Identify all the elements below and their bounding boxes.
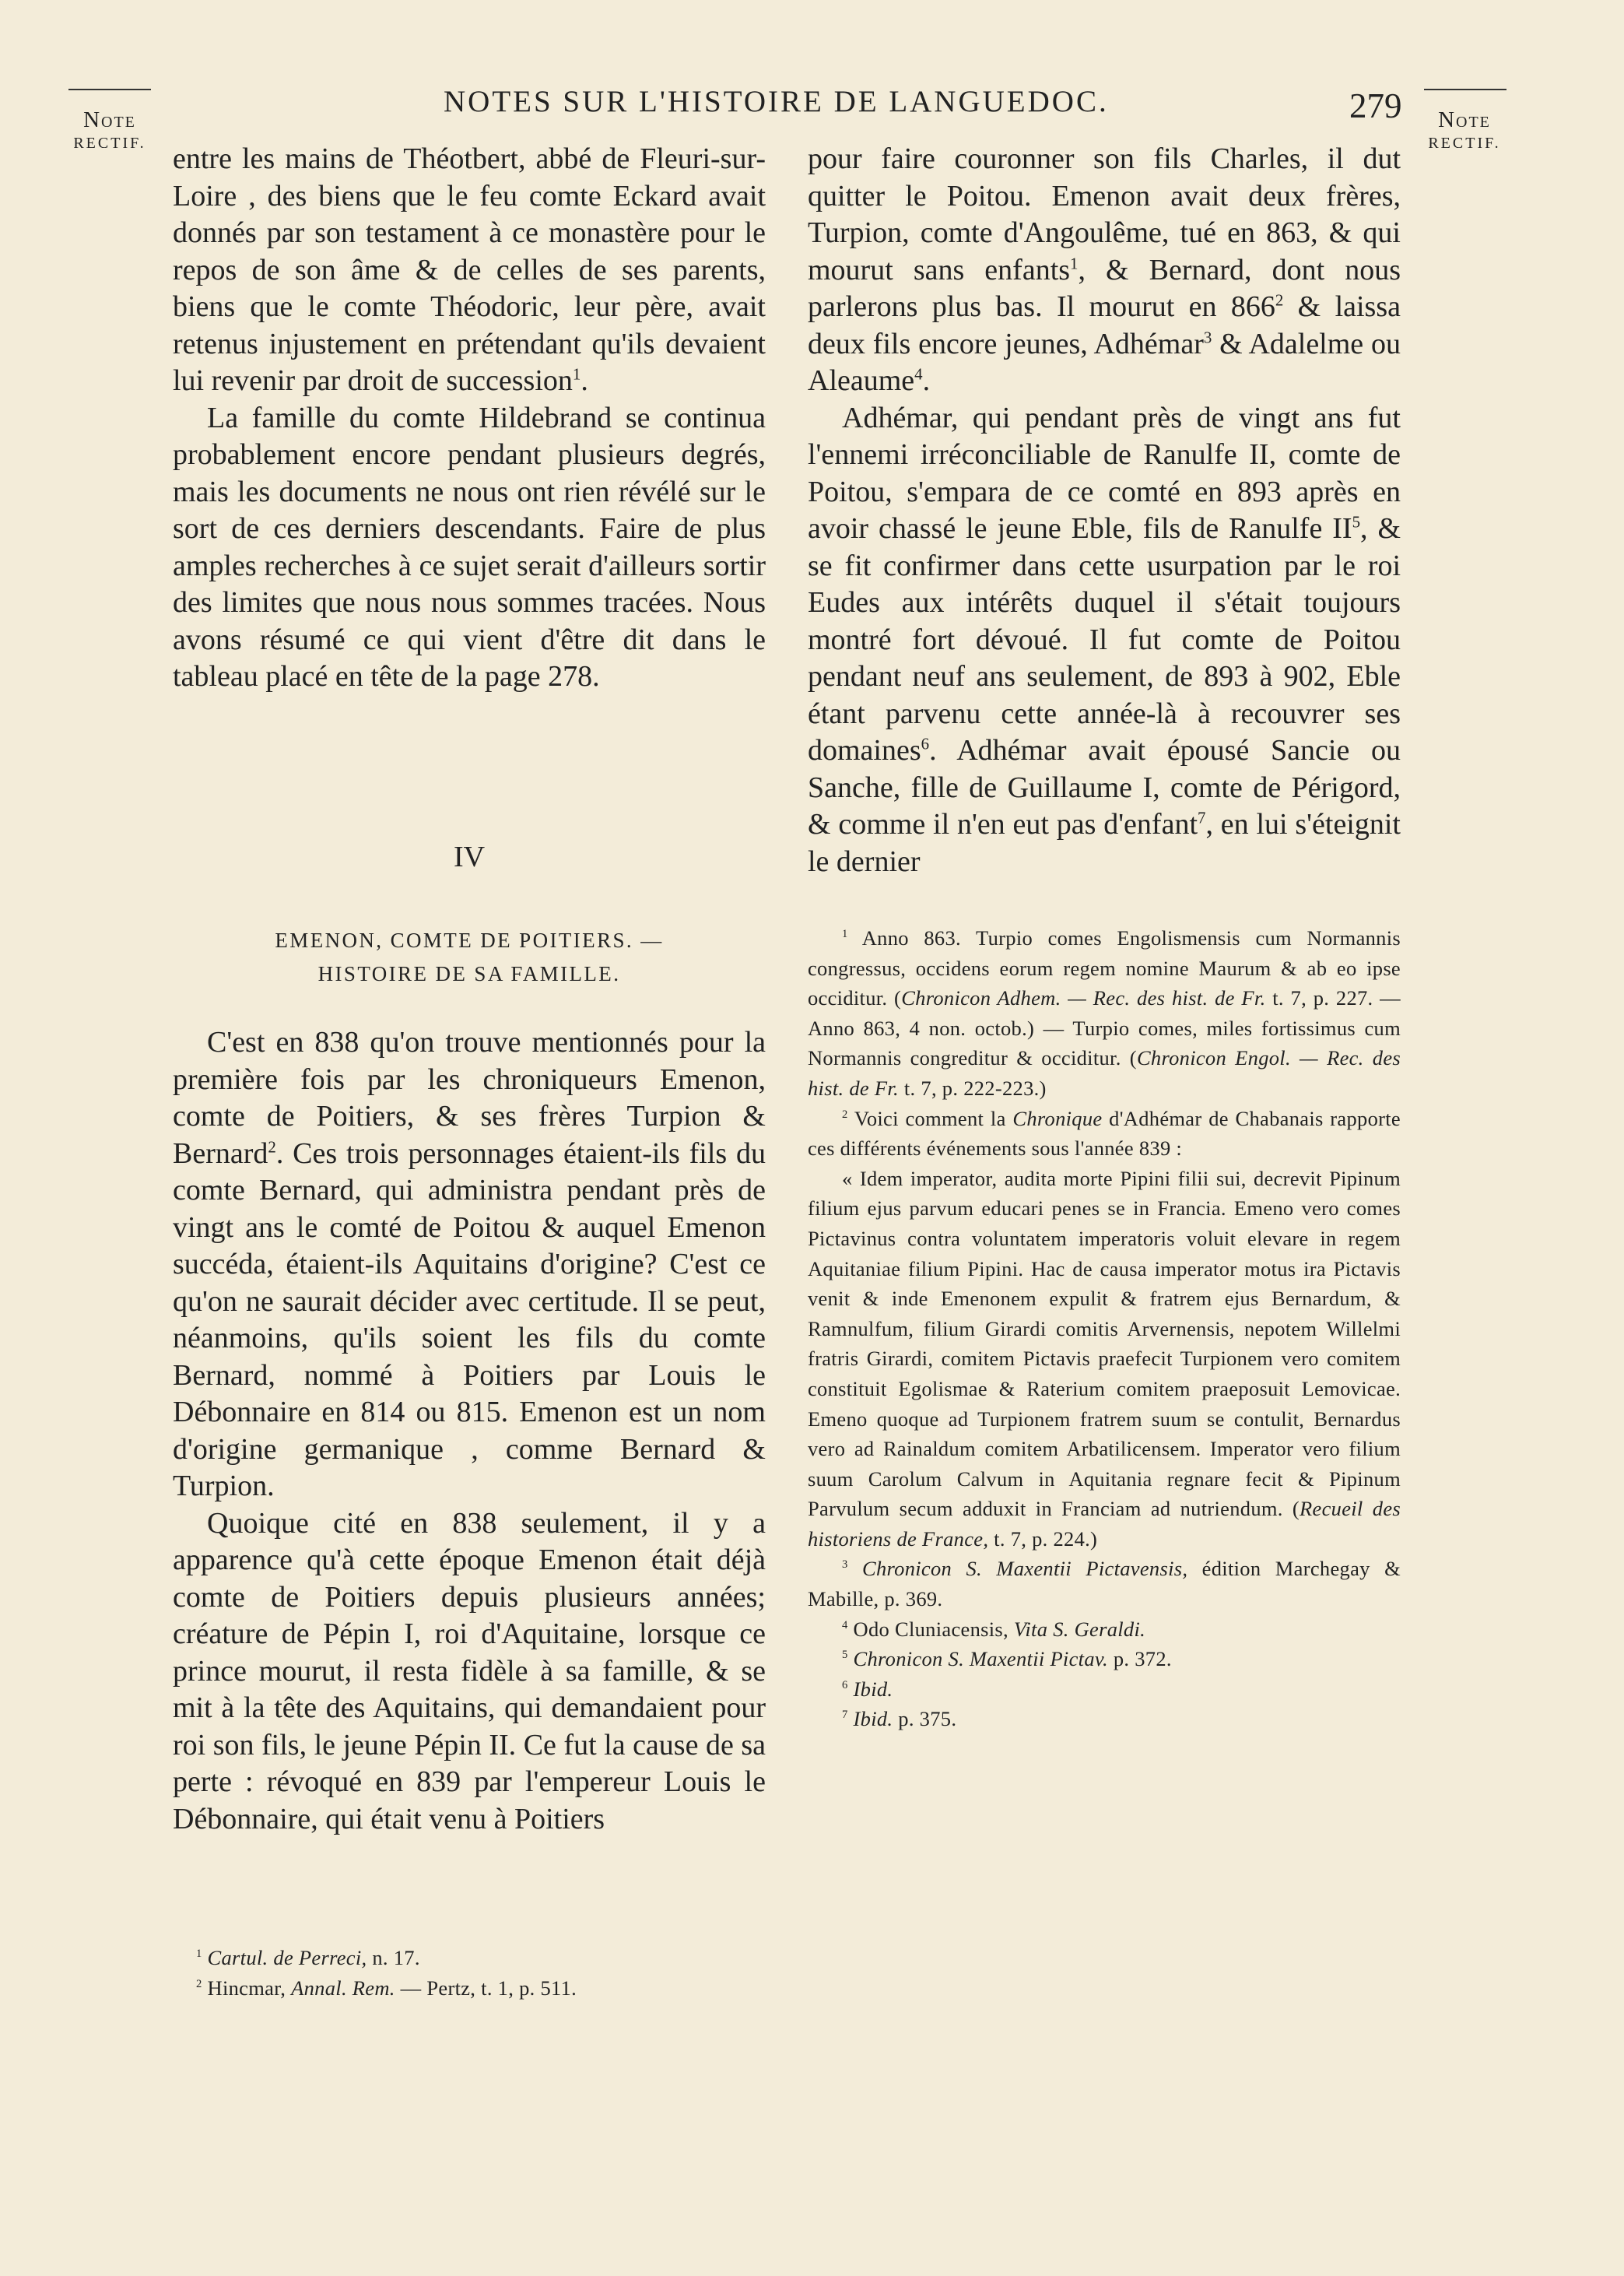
right-fn2-b: d'Adhémar de Chabanais rapporte ces différents événements sous l'année 839 :: [808, 1106, 1401, 1161]
right-fn1-c: t. 7, p. 222-223.): [898, 1076, 1047, 1100]
left-fn2-title: Annal. Rem.: [291, 1976, 395, 2000]
side-note-left-line1: Note: [83, 107, 136, 132]
left-fn1-mark: 1: [196, 1948, 202, 1961]
right-footnotes: [808, 923, 1401, 1734]
right-fn3-title: Chronicon S. Maxentii Pictavensis,: [862, 1557, 1188, 1581]
left-p3-a: C'est en 838 qu'on trouve mentionnés pour la première fois par les chroniqueurs Emenon, comte de Poitiers, & ses frères Turpion & Bernard: [173, 1026, 766, 1170]
right-fn2-quote-b: t. 7, p. 224.): [988, 1526, 1098, 1551]
right-footnote-5: [808, 1644, 1401, 1674]
right-fn4-title: Vita S. Geraldi.: [1013, 1617, 1146, 1641]
right-column: [808, 141, 1401, 880]
page-number: 279: [1349, 86, 1402, 125]
section-title-line2: HISTOIRE DE SA FAMILLE.: [317, 962, 621, 985]
side-note-right: [1421, 106, 1508, 153]
section-title: [173, 924, 766, 991]
right-fn7-rest: p. 375.: [893, 1707, 957, 1731]
left-footnote-2: [196, 1973, 766, 2004]
header-rule-left: [68, 89, 151, 90]
right-paragraph-2: [808, 400, 1401, 881]
left-p1-text: entre les mains de Théotbert, abbé de Fleuri-sur-Loire , des biens que le feu comte Eckard avait donnés par son testament à ce monastère pour le repos de son âme & de celles de ses parents, biens que le comte Théodoric, leur père, avait retenus injustement en prétendant qu'ils devaient lui revenir par droit de succession: [173, 142, 766, 397]
left-footnotes: [196, 1943, 766, 2003]
header-rule-right: [1424, 89, 1506, 90]
side-note-left-line2: RECTIF.: [73, 135, 146, 153]
right-p1-e: .: [922, 364, 931, 397]
right-footnote-2-quote: [808, 1164, 1401, 1554]
right-fn1-t1: Chronicon Adhem. — Rec. des hist. de Fr.: [901, 986, 1266, 1010]
left-p1-end: .: [581, 364, 588, 397]
right-fn5-title: Chronicon S. Maxentii Pictav.: [853, 1647, 1108, 1671]
right-fn2-quote-title: Recueil des historiens de France,: [808, 1497, 1401, 1551]
right-ref-1: 1: [1070, 253, 1079, 272]
right-p2-b: , & se fit confirmer dans cette usurpation par le roi Eudes aux intérêts duquel il s'était toujours montré fort dévoué. Il fut comte de Poitou pendant neuf ans seulement, de 893 à 902, Eble étant parvenu cette année-là à recouvrer ses domaines: [808, 512, 1401, 767]
left-p3-b: . Ces trois personnages étaient-ils fils du comte Bernard, qui administra pendant près de vingt ans le comté de Poitou & auquel Emenon succéda, étaient-ils Aquitains d'origine? C'est ce qu'on ne saurait décider avec certitude. Il se peut, néanmoins, qu'ils soient les fils du comte Bernard, nommé à Poitiers par Louis le Débonnaire en 814 ou 815. Emenon est un nom d'origine germanique , comme Bernard & Turpion.: [173, 1136, 766, 1502]
right-footnote-3: [808, 1554, 1401, 1614]
right-fn4-mark: 4: [842, 1618, 848, 1631]
side-note-left: [66, 106, 153, 153]
left-fn2-rest: — Pertz, t. 1, p. 511.: [395, 1976, 577, 2000]
right-fn4-pre: Odo Cluniacensis,: [853, 1617, 1014, 1641]
right-fn5-rest: p. 372.: [1107, 1647, 1172, 1671]
right-footnote-6: [808, 1674, 1401, 1705]
right-fn2-t1: Chronique: [1012, 1106, 1103, 1130]
right-p2-d: , en lui s'éteignit le dernier: [808, 808, 1401, 878]
right-fn1-a: Anno 863. Turpio comes Engolismensis cum Normannis congressus, occidens eorum regem nomine Maurum & ab eo ipse occiditur. (: [808, 926, 1401, 1010]
right-fn1-mark: 1: [842, 928, 848, 941]
right-fn1-t2: Chronicon Engol. — Rec. des hist. de Fr.: [808, 1046, 1401, 1100]
right-fn3-rest: édition Marchegay & Mabille, p. 369.: [808, 1557, 1401, 1611]
right-fn1-b: t. 7, p. 227. — Anno 863, 4 non. octob.) — Turpio comes, miles fortissimus cum Normannis congreditur & occiditur. (: [808, 986, 1401, 1070]
right-ref-6: 6: [921, 734, 930, 753]
right-ref-2: 2: [1275, 290, 1284, 310]
section-title-line1: EMENON, COMTE DE POITIERS. —: [275, 929, 664, 952]
left-footnote-1: [196, 1943, 766, 1973]
left-paragraph-2: La famille du comte Hildebrand se continua probablement encore pendant plusieurs degrés, mais les documents ne nous ont rien révélé sur le sort de ces derniers descendants. Faire de plus amples recherches à ce sujet serait d'ailleurs sortir des limites que nous nous sommes tracées. Nous avons résumé ce qui vient d'être dit dans le tableau placé en tête de la page 278.: [173, 401, 766, 693]
side-note-right-line2: RECTIF.: [1428, 135, 1501, 153]
right-fn3-mark: 3: [842, 1558, 848, 1572]
footnote-ref-1: 1: [572, 364, 581, 384]
footnote-ref-2: 2: [268, 1136, 276, 1156]
side-note-right-line1: Note: [1438, 107, 1491, 132]
right-p1-c: & laissa deux fils encore jeunes, Adhémar: [808, 290, 1401, 360]
right-fn6-mark: 6: [842, 1679, 848, 1692]
right-p1-d: & Adalelme ou Aleaume: [808, 327, 1401, 397]
right-fn7-mark: 7: [842, 1709, 848, 1722]
right-paragraph-1: [808, 141, 1401, 400]
right-ref-3: 3: [1203, 327, 1212, 346]
left-fn2-mark: 2: [196, 1977, 202, 1990]
right-fn7-title: Ibid.: [853, 1707, 893, 1731]
right-footnote-7: [808, 1704, 1401, 1734]
left-fn1-title: Cartul. de Perreci,: [207, 1946, 367, 1969]
right-footnote-1: [808, 923, 1401, 1104]
right-ref-7: 7: [1198, 808, 1206, 827]
right-p1-b: , & Bernard, dont nous parlerons plus bas. Il mourut en 866: [808, 253, 1401, 323]
right-fn6-title: Ibid.: [853, 1677, 893, 1701]
right-footnote-4: [808, 1614, 1401, 1645]
right-p1-a: pour faire couronner son fils Charles, il dut quitter le Poitou. Emenon avait deux frères, Turpion, comte d'Angoulême, tué en 863, & qui mourut sans enfants: [808, 142, 1401, 286]
left-column: [173, 141, 766, 696]
right-footnote-2: [808, 1104, 1401, 1164]
left-fn2-pre: Hincmar,: [207, 1976, 292, 2000]
left-fn1-rest: n. 17.: [367, 1946, 420, 1969]
right-ref-5: 5: [1352, 512, 1361, 532]
right-ref-4: 4: [914, 364, 923, 384]
left-column-lower: [173, 1024, 766, 1838]
left-paragraph-4: Quoique cité en 838 seulement, il y a apparence qu'à cette époque Emenon était déjà comte de Poitiers depuis plusieurs années; créature de Pépin I, roi d'Aquitaine, lorsque ce prince mourut, il resta fidèle à sa famille, & se mit à la tête des Aquitains, qui demandaient pour roi son fils, le jeune Pépin II. Ce fut la cause de sa perte : révoqué en 839 par l'empereur Louis le Débonnaire, qui était venu à Poitiers: [173, 1506, 766, 1835]
right-fn5-mark: 5: [842, 1649, 848, 1662]
right-fn2-quote-a: « Idem imperator, audita morte Pipini filii sui, decrevit Pipinum filium ejus parvum educari penes se in Francia. Emeno vero comes Pictavinus contra voluntatem imperatoris voluit elevare in regem Aquitaniae filium Pipini. Hac de causa imperator motus ira Pictavis venit & inde Emenonem expulit & fratrem ejus Bernardum, & Ramnulfum, filium Girardi comitis Arvernensis, nepotem Willelmi fratris Girardi, comitem Pictavis praefecit Turpionem vero comitem constituit Egolismae & Raterium comitem praeposuit Lemovicae. Emeno quoque ad Turpionem fratrem suum se contulit, Bernardus vero ad Rainaldum comitem Arbatilicensem. Imperator vero filium suum Carolum Calvum in Aquitania regnare fecit & Pipinum Parvulum secum adduxit in Franciam ad nutriendum. (: [808, 1166, 1401, 1521]
section-number: IV: [453, 841, 486, 873]
right-p2-a: Adhémar, qui pendant près de vingt ans fut l'ennemi irréconciliable de Ranulfe II, comte de Poitou, s'empara de ce comté en 893 après en avoir chassé le jeune Eble, fils de Ranulfe II: [808, 401, 1401, 545]
right-p2-c: . Adhémar avait épousé Sancie ou Sanche, fille de Guillaume I, comte de Périgord, & comme il n'en eut pas d'enfant: [808, 734, 1401, 841]
left-paragraph-3: [173, 1024, 766, 1505]
left-paragraph-1: [173, 141, 766, 400]
right-fn2-a: Voici comment la: [854, 1106, 1013, 1130]
right-fn2-mark: 2: [842, 1108, 848, 1121]
running-title: NOTES SUR L'HISTOIRE DE LANGUEDOC.: [444, 85, 1109, 118]
